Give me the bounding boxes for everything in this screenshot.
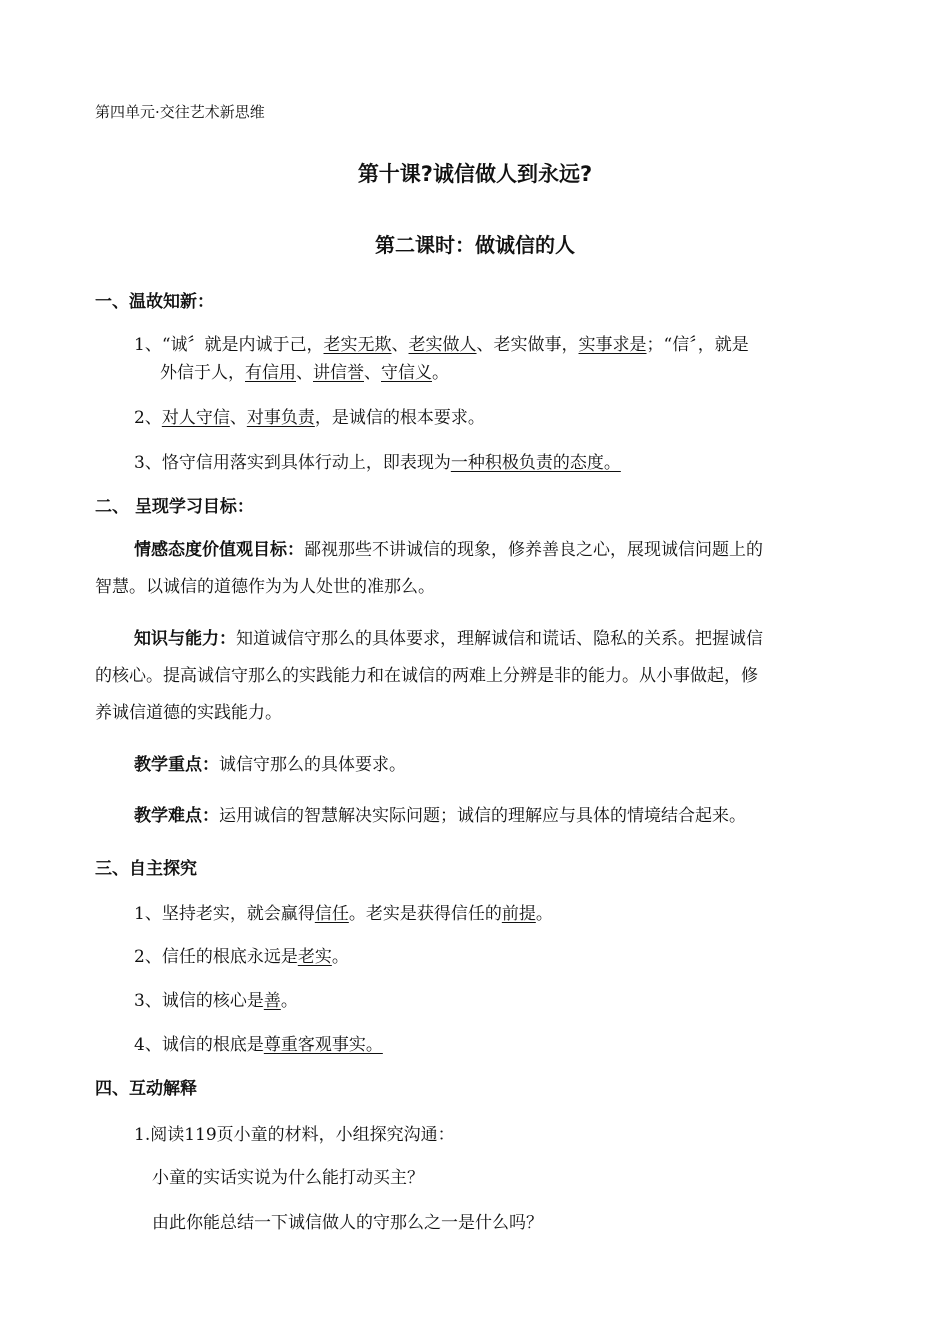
goal-ability-line1: 知识与能力：知道诚信守那么的具体要求，理解诚信和谎话、隐私的关系。把握诚信 — [134, 629, 763, 649]
interact-question-2: 小童的实话实说为什么能打动买主？ — [152, 1168, 424, 1188]
goal-ability-line3: 养诚信道德的实践能力。 — [95, 703, 282, 723]
explore-item-4: 4、诚信的根底是尊重客观事实。 — [134, 1035, 383, 1055]
section-interact-heading: 四、互动解释 — [95, 1079, 197, 1099]
interact-question-3: 由此你能总结一下诚信做人的守那么之一是什么吗？ — [152, 1213, 543, 1233]
lesson-title: 第十课?诚信做人到永远? — [357, 162, 593, 186]
goal-emotion-line2: 智慧。以诚信的道德作为为人处世的准那么。 — [95, 577, 435, 597]
section-goals-heading: 二、 呈现学习目标： — [95, 497, 254, 517]
section-explore-heading: 三、自主探究 — [95, 859, 197, 879]
review-item-3: 3、恪守信用落实到具体行动上，即表现为一种积极负责的态度。 — [134, 453, 621, 473]
interact-question-1: 1.阅读119页小童的材料，小组探究沟通： — [134, 1125, 455, 1145]
goal-ability-line2: 的核心。提高诚信守那么的实践能力和在诚信的两难上分辨是非的能力。从小事做起，修 — [95, 666, 758, 686]
unit-header: 第四单元·交往艺术新思维 — [95, 103, 265, 121]
lesson-subtitle: 第二课时：做诚信的人 — [375, 233, 575, 257]
explore-item-1: 1、坚持老实，就会赢得信任。老实是获得信任的前提。 — [134, 904, 553, 924]
goal-key-point: 教学重点：诚信守那么的具体要求。 — [134, 755, 406, 775]
review-item-1-line2: 外信于人，有信用、讲信誉、守信义。 — [160, 363, 449, 383]
goal-difficult-point: 教学难点：运用诚信的智慧解决实际问题；诚信的理解应与具体的情境结合起来。 — [134, 806, 746, 826]
goal-emotion-line1: 情感态度价值观目标：鄙视那些不讲诚信的现象，修养善良之心，展现诚信问题上的 — [134, 540, 763, 560]
review-item-1-line1: 1、“诚〞就是内诚于己，老实无欺、老实做人、老实做事，实事求是；“信〞，就是 — [134, 335, 749, 355]
explore-item-2: 2、信任的根底永远是老实。 — [134, 947, 349, 967]
section-review-heading: 一、温故知新： — [95, 292, 214, 312]
review-item-2: 2、对人守信、对事负责，是诚信的根本要求。 — [134, 408, 485, 428]
explore-item-3: 3、诚信的核心是善。 — [134, 991, 298, 1011]
